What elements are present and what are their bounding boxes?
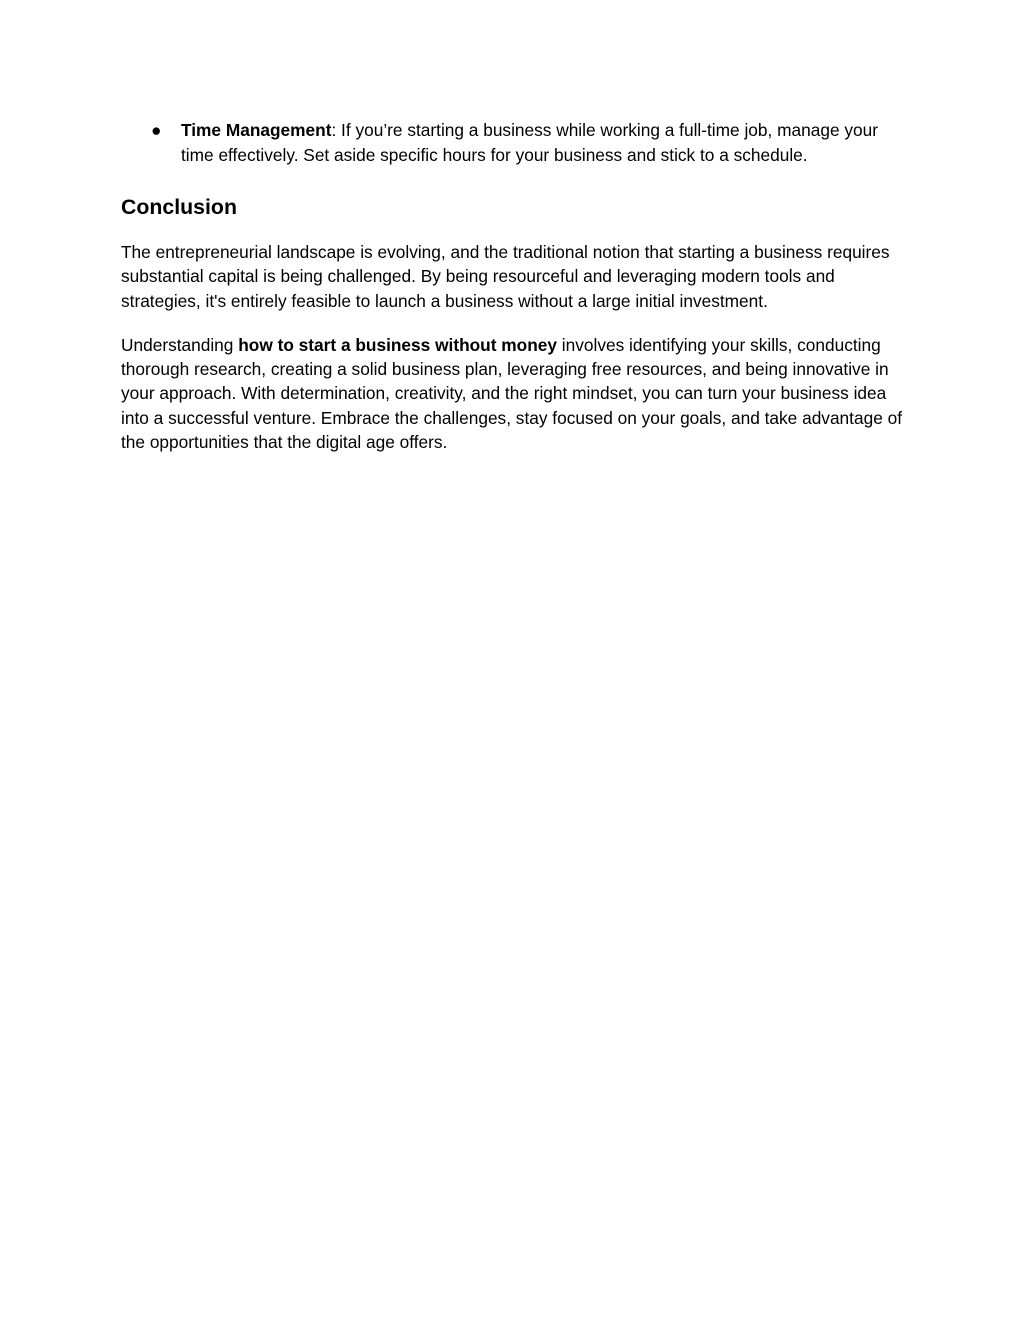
document-page <box>121 118 911 454</box>
paragraph-2-suffix: involves identifying your skills, conducting thorough research, creating a solid business plan, leveraging free resources, and being innovative in your approach. With determination, creativity, and the right mindset, you can turn your business idea into a successful venture. Embrace the challenges, stay focused on your goals, and take advantage of the opportunities that the digital age offers. <box>121 334 903 453</box>
bullet-icon: ● <box>151 120 162 140</box>
bullet-text: : If you’re starting a business while working a full-time job, manage your time effectively. Set aside specific hours for your business and stick to a schedule. <box>181 120 878 165</box>
bullet-term: Time Management <box>181 120 332 140</box>
conclusion-paragraph-2 <box>121 333 911 454</box>
paragraph-2-bold: how to start a business without money <box>238 334 557 355</box>
bullet-list <box>121 118 911 167</box>
conclusion-paragraph-1: The entrepreneurial landscape is evolving, and the traditional notion that starting a business requires substantial capital is being challenged. By being resourceful and leveraging modern tools and strategies, it's entirely feasible to launch a business without a large initial investment. <box>121 242 890 311</box>
section-heading-conclusion: Conclusion <box>121 195 237 219</box>
paragraph-2-prefix: Understanding <box>121 334 239 355</box>
list-item <box>121 118 911 167</box>
